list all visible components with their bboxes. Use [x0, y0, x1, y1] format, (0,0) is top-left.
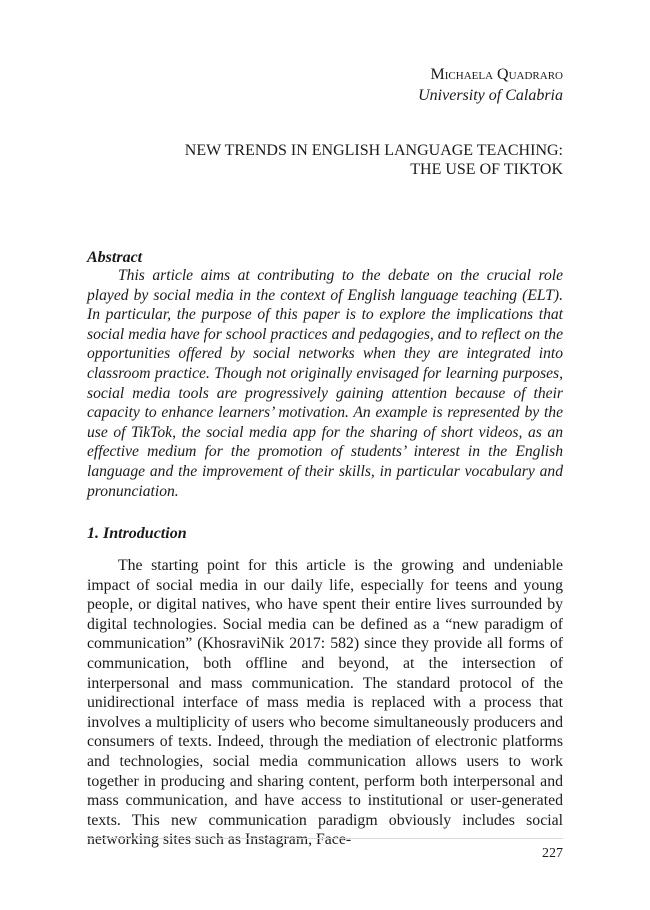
abstract-text-part-1: This article aims at contributing to the debate on the crucial role played by social media in the context of English language teaching ( — [87, 267, 563, 304]
paper-title — [185, 141, 563, 179]
section-heading-introduction: 1. Introduction — [87, 525, 187, 542]
abstract-text-part-2: ). In particular, the purpose of this paper is to explore the implications that social media have for school practices and pedagogies, and to reflect on the opportunities offered by social networks when they are integrated into classroom practice. Though not originally envisaged for learning purposes, social media tools are progressively gaining attention because of their capacity to enhance learners’ motivation. An example is represented by the use of TikTok, the social media app for the sharing of short videos, as an effective medium for the promotion of students’ interest in the English language and the improvement of their skills, in particular vocabulary and pronunciation. — [87, 286, 563, 500]
abstract-paragraph — [87, 266, 563, 501]
author-block — [418, 64, 563, 106]
author-name: Michaela Quadraro — [430, 66, 563, 83]
abstract-heading: Abstract — [87, 249, 143, 266]
abstract-abbreviation: ELT — [527, 286, 554, 304]
title-line-2: THE USE OF TIKTOK — [410, 161, 563, 178]
footer-rule — [87, 838, 563, 839]
title-line-1: NEW TRENDS IN ENGLISH LANGUAGE TEACHING: — [184, 142, 563, 159]
page-number: 227 — [542, 846, 563, 861]
author-affiliation: University of Calabria — [418, 87, 563, 104]
introduction-paragraph: The starting point for this article is the growing and undeniable impact of social media in our daily life, especially for teens and young people, or digital natives, who have spent their entire lives surrounded by digital technologies. Social media can be defined as a “new paradigm of communication” (KhosraviNik 2017: 582) since they provide all forms of communication, both offline and beyond, at the intersection of interpersonal and mass communication. The standard protocol of the unidirectional interface of mass media is replaced with a process that involves a multiplicity of users who become simultaneously producers and consumers of texts. Indeed, through the mediation of electronic platforms and technologies, social media communication allows users to work together in producing and sharing content, perform both interpersonal and mass communication, and have access to institutional or user-generated texts. This new communication paradigm obviously includes social networking sites such as Instagram, Face- — [87, 557, 563, 849]
